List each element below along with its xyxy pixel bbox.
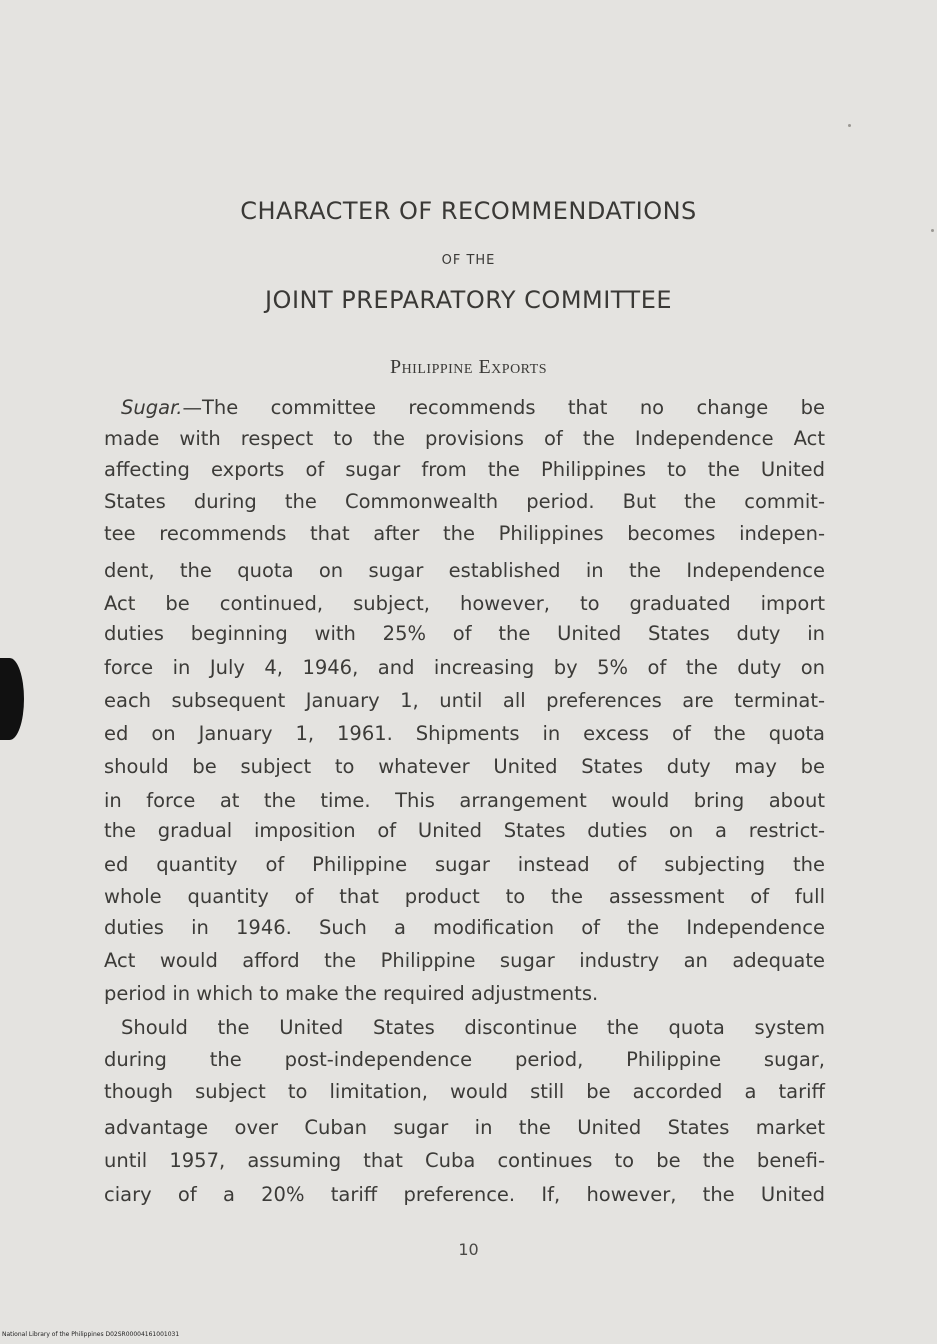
paragraph-2-line: Should the United States discontinue the quota system <box>121 1016 825 1039</box>
page-number: 10 <box>458 1240 479 1259</box>
heading-line-3: JOINT PREPARATORY COMMITTEE <box>264 286 673 314</box>
scan-speck <box>848 124 851 127</box>
paragraph-2-line: though subject to limitation, would still be accorded a tariff <box>104 1080 825 1103</box>
section-title: Philippine Exports <box>389 356 548 378</box>
paragraph-1-line: in force at the time. This arrangement would bring about <box>104 789 825 812</box>
paragraph-1-line: affecting exports of sugar from the Philippines to the United <box>104 458 825 481</box>
paragraph-1-line: ed on January 1, 1961. Shipments in excess of the quota <box>104 722 825 745</box>
paragraph-2-line: advantage over Cuban sugar in the United States market <box>104 1116 825 1139</box>
heading-line-2: OF THE <box>441 253 496 268</box>
sugar-lead: Sugar. <box>121 396 183 419</box>
paragraph-1-line: each subsequent January 1, until all preferences are terminat- <box>104 689 825 712</box>
paragraph-1-line: whole quantity of that product to the assessment of full <box>104 885 825 908</box>
paragraph-2-line: ciary of a 20% tariff preference. If, however, the United <box>104 1183 825 1206</box>
paragraph-1-line: Act would afford the Philippine sugar industry an adequate <box>104 949 825 972</box>
paragraph-2-line: until 1957, assuming that Cuba continues to be the benefi- <box>104 1149 825 1172</box>
scan-speck <box>931 229 934 232</box>
paragraph-1-line: force in July 4, 1946, and increasing by 5% of the duty on <box>104 656 825 679</box>
paragraph-1-line: Sugar.—The committee recommends that no change be <box>121 396 825 419</box>
paragraph-1-line: dent, the quota on sugar established in the Independence <box>104 559 825 582</box>
heading-line-1: CHARACTER OF RECOMMENDATIONS <box>240 197 697 225</box>
scan-edge-blot <box>0 658 24 740</box>
archive-footer: National Library of the Philippines D02SR00004161001031 <box>2 1331 180 1338</box>
paragraph-1-line: period in which to make the required adjustments. <box>104 982 599 1005</box>
paragraph-1-line: tee recommends that after the Philippines becomes indepen- <box>104 522 825 545</box>
paragraph-1-line: Act be continued, subject, however, to graduated import <box>104 592 825 615</box>
paragraph-1-line: should be subject to whatever United States duty may be <box>104 755 825 778</box>
paragraph-1-line: made with respect to the provisions of the Independence Act <box>104 427 825 450</box>
paragraph-1-line: duties in 1946. Such a modification of the Independence <box>104 916 825 939</box>
paragraph-1-line: duties beginning with 25% of the United States duty in <box>104 622 825 645</box>
paragraph-2-line: during the post-independence period, Philippine sugar, <box>104 1048 825 1071</box>
paragraph-1-line: States during the Commonwealth period. But the commit- <box>104 490 825 513</box>
paragraph-1-line: ed quantity of Philippine sugar instead of subjecting the <box>104 853 825 876</box>
paragraph-1-line: the gradual imposition of United States duties on a restrict- <box>104 819 825 842</box>
